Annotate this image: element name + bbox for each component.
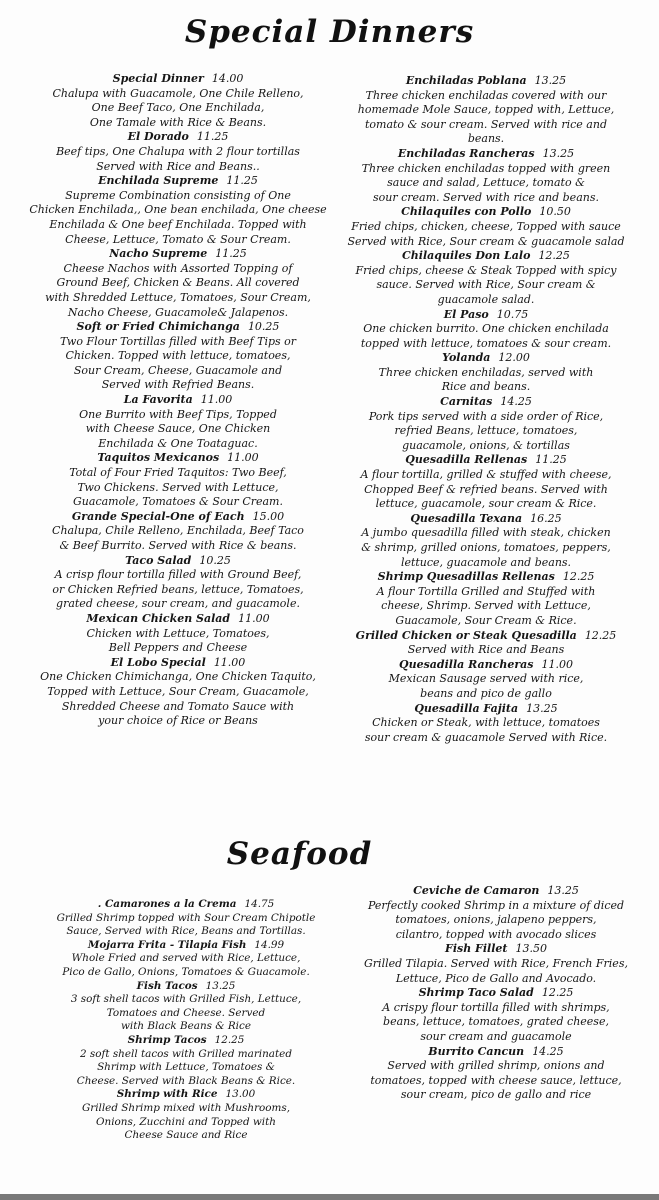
- menu-item-description-line: 3 soft shell tacos with Grilled Fish, Lettuce,: [70, 993, 302, 1006]
- menu-item: [28, 656, 328, 729]
- menu-item-heading: [338, 351, 634, 366]
- menu-item-name: La Favorita: [123, 393, 193, 407]
- menu-item-heading: [28, 393, 328, 408]
- menu-item-name: Chilaquiles Don Lalo: [402, 249, 531, 263]
- menu-item-heading: [338, 512, 634, 527]
- menu-item-price: 14.25: [500, 395, 532, 409]
- menu-item-price: 10.50: [539, 205, 571, 219]
- menu-item: [338, 74, 634, 147]
- menu-item-description-line: Cheese, Lettuce, Tomato & Sour Cream.: [65, 232, 291, 246]
- menu-item-description-line: lettuce, guacamole and beans.: [400, 555, 572, 569]
- menu-item-description-line: beans and pico de gallo: [420, 686, 552, 700]
- menu-item-heading: [28, 612, 328, 627]
- menu-item-description-line: A flour Tortilla Grilled and Stuffed with: [376, 584, 596, 598]
- menu-item-description-line: Chicken with Lettuce, Tomatoes,: [86, 626, 270, 640]
- menu-item-heading: [28, 554, 328, 569]
- menu-item-name: Shrimp with Rice: [116, 1088, 218, 1101]
- menu-item-description-line: Total of Four Fried Taquitos: Two Beef,: [69, 466, 287, 480]
- menu-item: [46, 898, 326, 939]
- menu-item-description-line: Chalupa with Guacamole, One Chile Relleno,: [52, 86, 304, 100]
- menu-item-description-line: Tomatoes and Cheese. Served: [106, 1006, 266, 1019]
- menu-item-price: 13.25: [534, 74, 567, 87]
- menu-item-description-line: beans.: [467, 132, 505, 146]
- menu-item-heading: [28, 510, 328, 525]
- menu-item-description-line: One chicken burrito. One chicken enchilada: [363, 322, 609, 336]
- menu-item-heading: [46, 898, 326, 912]
- menu-item-heading: [28, 247, 328, 262]
- menu-item-description-line: guacamole salad.: [437, 292, 535, 306]
- menu-item-description-line: with Shredded Lettuce, Tomatoes, Sour Cream,: [45, 290, 311, 304]
- menu-item-price: 11.25: [215, 247, 247, 261]
- menu-item-name: El Lobo Special: [110, 655, 206, 669]
- menu-item: [338, 570, 634, 628]
- menu-item-description-line: sour cream. Served with rice and beans.: [373, 190, 599, 204]
- menu-item-description-line: Lettuce, Pico de Gallo and Avocado.: [395, 971, 597, 985]
- menu-item-price: 12.25: [562, 570, 595, 584]
- menu-item: [350, 986, 642, 1044]
- menu-item-description-line: Guacamole, Tomatoes & Sour Cream.: [73, 495, 283, 509]
- menu-item-description-line: Enchilada & One Toataguac.: [98, 436, 258, 450]
- menu-item-name: Carnitas: [440, 395, 493, 409]
- menu-item-name: Burrito Cancun: [428, 1044, 525, 1058]
- menu-item-description-line: Three chicken enchiladas topped with green: [361, 161, 611, 175]
- menu-item-description-line: Guacamole, Sour Cream & Rice.: [395, 613, 577, 627]
- menu-item: [46, 1088, 326, 1142]
- menu-item: [338, 629, 634, 658]
- menu-item-description-line: sauce. Served with Rice, Sour cream &: [376, 278, 596, 292]
- menu-item-description-line: tomatoes, onions, jalapeno peppers,: [395, 913, 597, 927]
- menu-item-heading: [28, 72, 328, 87]
- menu-item-heading: [338, 395, 634, 410]
- menu-item-price: 13.25: [205, 979, 236, 992]
- menu-item-description-line: Ground Beef, Chicken & Beans. All covered: [56, 276, 300, 290]
- menu-item-name: Quesadilla Rellenas: [405, 453, 528, 467]
- menu-item-price: 11.25: [226, 174, 258, 188]
- menu-item-description-line: grated cheese, sour cream, and guacamole.: [56, 597, 300, 611]
- menu-item: [28, 612, 328, 656]
- menu-item-heading: [46, 980, 326, 994]
- menu-item-price: 14.00: [211, 72, 244, 85]
- menu-item-description-line: Onions, Zucchini and Topped with: [95, 1115, 276, 1128]
- menu-item-description-line: Chicken Enchilada,, One bean enchilada, One cheese: [29, 203, 327, 217]
- menu-item: [28, 451, 328, 509]
- menu-item-name: Fish Tacos: [136, 979, 198, 992]
- menu-item-heading: [338, 629, 634, 644]
- menu-item-description-line: Served with Refried Beans.: [101, 378, 255, 392]
- menu-item-description-line: Sauce, Served with Rice, Beans and Tortillas.: [66, 925, 306, 938]
- menu-item-name: Enchilada Supreme: [98, 174, 219, 188]
- menu-item-price: 13.50: [515, 942, 547, 956]
- menu-item-description-line: cilantro, topped with avocado slices: [395, 927, 597, 941]
- menu-item-description-line: One Chicken Chimichanga, One Chicken Taquito,: [40, 670, 316, 684]
- menu-item-description-line: One Beef Taco, One Enchilada,: [91, 101, 265, 115]
- menu-item: [46, 980, 326, 1034]
- menu-item-name: Chilaquiles con Pollo: [401, 205, 532, 219]
- menu-item-heading: [338, 147, 634, 162]
- menu-item: [28, 554, 328, 612]
- menu-item-name: Quesadilla Rancheras: [399, 657, 534, 671]
- menu-item-description-line: sour cream & guacamole Served with Rice.: [364, 730, 608, 744]
- menu-item-description-line: guacamole, onions, & tortillas: [402, 438, 570, 452]
- menu-item-name: Quesadilla Texana: [410, 511, 523, 525]
- menu-item-description-line: your choice of Rice or Beans: [98, 714, 258, 728]
- menu-item-description-line: Served with Rice and Beans: [407, 643, 565, 657]
- seafood-left-column: [46, 898, 326, 1143]
- menu-item-description-line: A flour tortilla, grilled & stuffed with cheese,: [360, 468, 612, 482]
- menu-item-price: 10.75: [496, 307, 529, 321]
- menu-item-name: Yolanda: [442, 351, 491, 365]
- menu-item-price: 10.25: [247, 320, 280, 334]
- menu-item-description-line: Whole Fried and served with Rice, Lettuce,: [71, 952, 301, 965]
- menu-item-price: 15.00: [252, 509, 285, 523]
- menu-item: [338, 147, 634, 205]
- menu-item-price: 13.25: [547, 884, 579, 897]
- menu-item-price: 13.00: [225, 1088, 256, 1101]
- seafood-title: Seafood: [226, 836, 373, 872]
- menu-item-price: 13.25: [542, 146, 575, 160]
- menu-item-price: 11.00: [541, 657, 573, 671]
- menu-item-heading: [338, 249, 634, 264]
- menu-item-name: Grilled Chicken or Steak Quesadilla: [355, 628, 577, 642]
- menu-item-name: El Dorado: [127, 130, 189, 144]
- menu-item-name: Taquitos Mexicanos: [97, 451, 220, 465]
- menu-item-description-line: sauce and salad, Lettuce, tomato &: [387, 176, 585, 190]
- menu-item-heading: [338, 658, 634, 673]
- menu-item: [338, 658, 634, 702]
- menu-item-name: Ceviche de Camaron: [413, 884, 540, 897]
- menu-item-price: 12.25: [538, 249, 570, 263]
- menu-item: [350, 942, 642, 986]
- menu-item-description-line: Served with grilled shrimp, onions and: [387, 1059, 605, 1073]
- menu-item-description-line: Rice and beans.: [441, 380, 531, 394]
- menu-item-heading: [338, 308, 634, 323]
- menu-item-price: 11.00: [213, 655, 246, 669]
- menu-item-description-line: A crispy flour tortilla filled with shrimps,: [382, 1000, 610, 1014]
- menu-item-price: 11.00: [227, 451, 259, 465]
- menu-item-heading: [46, 939, 326, 953]
- menu-item-description-line: Grilled Tilapia. Served with Rice, French Fries,: [364, 956, 628, 970]
- menu-item-description-line: Two Chickens. Served with Lettuce,: [77, 480, 279, 494]
- menu-item-price: 11.00: [238, 611, 270, 625]
- menu-item-name: Shrimp Tacos: [127, 1033, 207, 1046]
- menu-item-name: Grande Special-One of Each: [71, 509, 245, 523]
- menu-item-price: 12.00: [498, 351, 530, 365]
- menu-item: [28, 247, 328, 320]
- menu-item-heading: [28, 320, 328, 335]
- menu-item-name: Shrimp Quesadillas Rellenas: [377, 570, 555, 584]
- special-dinners-left-column: [28, 72, 328, 729]
- menu-item-price: 16.25: [530, 511, 562, 525]
- menu-item: [28, 174, 328, 247]
- menu-item: [338, 351, 634, 395]
- menu-item-description-line: refried Beans, lettuce, tomatoes,: [394, 424, 578, 438]
- menu-item: [338, 512, 634, 570]
- menu-item-description-line: & shrimp, grilled onions, tomatoes, peppers,: [361, 541, 611, 554]
- menu-item-description-line: Fried chips, chicken, cheese, Topped with sauce: [351, 219, 621, 233]
- menu-item-description-line: Sour Cream, Cheese, Guacamole and: [73, 363, 283, 377]
- menu-item-description-line: Pico de Gallo, Onions, Tomatoes & Guacamole.: [62, 965, 310, 978]
- menu-item-description-line: Mexican Sausage served with rice,: [388, 672, 584, 686]
- menu-item-description-line: One Burrito with Beef Tips, Topped: [79, 407, 277, 421]
- menu-item-heading: [350, 1045, 642, 1060]
- menu-item: [28, 72, 328, 130]
- menu-item-description-line: topped with lettuce, tomatoes & sour cream.: [360, 336, 612, 350]
- menu-item-description-line: Beef tips, One Chalupa with 2 flour tortillas: [56, 144, 300, 158]
- menu-item-heading: [338, 453, 634, 468]
- menu-item-description-line: cheese, Shrimp. Served with Lettuce,: [381, 599, 591, 613]
- menu-item-name: Enchiladas Rancheras: [397, 146, 535, 160]
- menu-item: [350, 1045, 642, 1103]
- menu-item-description-line: with Cheese Sauce, One Chicken: [85, 422, 271, 436]
- menu-item-description-line: Three chicken enchiladas covered with our: [365, 88, 607, 102]
- menu-item-description-line: Chicken or Steak, with lettuce, tomatoes: [372, 716, 600, 730]
- menu-item-name: Mexican Chicken Salad: [86, 611, 231, 625]
- menu-item-description-line: & Beef Burrito. Served with Rice & beans.: [59, 539, 297, 552]
- menu-item-description-line: 2 soft shell tacos with Grilled marinated: [80, 1047, 292, 1060]
- menu-item-heading: [338, 570, 634, 585]
- menu-item-heading: [46, 1034, 326, 1048]
- seafood-right-column: [350, 884, 642, 1103]
- menu-item-description-line: Fried chips, cheese & Steak Topped with spicy: [355, 263, 617, 277]
- menu-item-name: Taco Salad: [125, 553, 192, 567]
- menu-item-description-line: Three chicken enchiladas, served with: [378, 365, 594, 379]
- menu-item-name: Fish Fillet: [445, 942, 508, 956]
- menu-item-description-line: Grilled Shrimp topped with Sour Cream Chipotle: [56, 911, 316, 924]
- menu-item: [46, 1034, 326, 1088]
- menu-item: [28, 130, 328, 174]
- menu-item-name: El Paso: [443, 307, 489, 321]
- menu-item: [338, 308, 634, 352]
- menu-item: [28, 510, 328, 554]
- menu-item: [338, 395, 634, 453]
- menu-item: [338, 249, 634, 307]
- menu-item-price: 11.00: [200, 393, 233, 407]
- menu-item-price: 13.25: [526, 701, 558, 715]
- menu-item-description-line: Two Flour Tortillas filled with Beef Tips or: [59, 334, 297, 348]
- menu-item-description-line: A crisp flour tortilla filled with Ground Beef,: [54, 568, 302, 582]
- menu-item-price: 11.25: [196, 130, 229, 144]
- menu-item-heading: [28, 656, 328, 671]
- menu-item-description-line: with Black Beans & Rice: [121, 1020, 251, 1033]
- menu-item-heading: [350, 884, 642, 899]
- menu-item-price: 14.75: [244, 898, 275, 910]
- menu-item-description-line: tomatoes, topped with cheese sauce, lettuce,: [370, 1073, 622, 1087]
- menu-item-description-line: Grilled Shrimp mixed with Mushrooms,: [81, 1101, 291, 1114]
- menu-item-description-line: Nacho Cheese, Guacamole& Jalapenos.: [67, 305, 289, 319]
- menu-item-description-line: A jumbo quesadilla filled with steak, chicken: [361, 526, 611, 540]
- menu-item-name: Soft or Fried Chimichanga: [76, 320, 240, 334]
- menu-item-heading: [28, 174, 328, 189]
- menu-item-description-line: Chalupa, Chile Relleno, Enchilada, Beef Taco: [52, 524, 304, 538]
- menu-item-description-line: or Chicken Refried beans, lettuce, Tomatoes,: [52, 582, 304, 596]
- menu-item-price: 10.25: [199, 553, 231, 567]
- menu-item-description-line: Served with Rice, Sour cream & guacamole salad: [347, 234, 625, 248]
- menu-item-description-line: Cheese Sauce and Rice: [124, 1129, 248, 1142]
- menu-item-price: 14.99: [254, 938, 285, 951]
- menu-item-description-line: One Tamale with Rice & Beans.: [89, 115, 267, 129]
- menu-item-description-line: Chicken. Topped with lettuce, tomatoes,: [65, 349, 291, 363]
- menu-item-name: Shrimp Taco Salad: [418, 986, 534, 1000]
- menu-item-description-line: homemade Mole Sauce, topped with, Lettuce,: [357, 103, 615, 117]
- menu-item-description-line: beans, lettuce, tomatoes, grated cheese,: [383, 1015, 609, 1029]
- menu-item-description-line: Supreme Combination consisting of One: [65, 188, 291, 202]
- menu-item-description-line: Chopped Beef & refried beans. Served with: [364, 482, 608, 496]
- page-edge: [0, 1194, 659, 1200]
- menu-item-description-line: sour cream and guacamole: [420, 1029, 572, 1043]
- menu-item-price: 14.25: [532, 1044, 564, 1058]
- menu-item-name: Special Dinner: [112, 72, 204, 85]
- menu-item-description-line: Served with Rice and Beans..: [96, 159, 260, 173]
- menu-item: [338, 702, 634, 746]
- menu-item-heading: [338, 702, 634, 717]
- menu-item-heading: [338, 205, 634, 220]
- menu-item-description-line: sour cream, pico de gallo and rice: [400, 1088, 592, 1102]
- menu-item: [338, 205, 634, 249]
- menu-item-name: Nacho Supreme: [109, 247, 208, 261]
- menu-item-name: . Camarones a la Crema: [97, 898, 237, 910]
- menu-item: [28, 320, 328, 393]
- menu-item-description-line: Cheese Nachos with Assorted Topping of: [63, 261, 293, 275]
- menu-item-heading: [350, 986, 642, 1001]
- menu-item-price: 12.25: [541, 986, 574, 1000]
- menu-item-description-line: Shredded Cheese and Tomato Sauce with: [61, 699, 295, 713]
- menu-item: [46, 939, 326, 980]
- menu-item-description-line: Cheese. Served with Black Beans & Rice.: [76, 1074, 296, 1087]
- menu-item-description-line: Perfectly cooked Shrimp in a mixture of diced: [367, 898, 625, 912]
- menu-item-description-line: Bell Peppers and Cheese: [108, 641, 248, 655]
- menu-item-name: Quesadilla Fajita: [414, 701, 519, 715]
- special-dinners-right-column: [338, 74, 634, 745]
- menu-item-description-line: Pork tips served with a side order of Rice,: [368, 409, 604, 423]
- menu-item-price: 12.25: [584, 628, 617, 642]
- menu-item-price: 12.25: [214, 1033, 245, 1046]
- menu-item-description-line: Topped with Lettuce, Sour Cream, Guacamole,: [47, 684, 309, 698]
- menu-item-heading: [338, 74, 634, 89]
- menu-item-price: 11.25: [535, 453, 567, 467]
- menu-item-heading: [350, 942, 642, 957]
- menu-item: [350, 884, 642, 942]
- menu-item-heading: [46, 1088, 326, 1102]
- menu-item-heading: [28, 451, 328, 466]
- menu-item-name: Enchiladas Poblana: [405, 74, 527, 87]
- menu-item-description-line: lettuce, guacamole, sour cream & Rice.: [375, 497, 597, 511]
- menu-item-description-line: tomato & sour cream. Served with rice and: [364, 117, 607, 131]
- menu-item: [338, 453, 634, 511]
- special-dinners-title: Special Dinners: [184, 14, 475, 50]
- menu-item-name: Mojarra Frita - Tilapia Fish: [87, 938, 247, 951]
- menu-item-description-line: Shrimp with Lettuce, Tomatoes &: [97, 1061, 275, 1074]
- menu-item-heading: [28, 130, 328, 145]
- menu-item: [28, 393, 328, 451]
- menu-item-description-line: Enchilada & One beef Enchilada. Topped with: [49, 217, 307, 231]
